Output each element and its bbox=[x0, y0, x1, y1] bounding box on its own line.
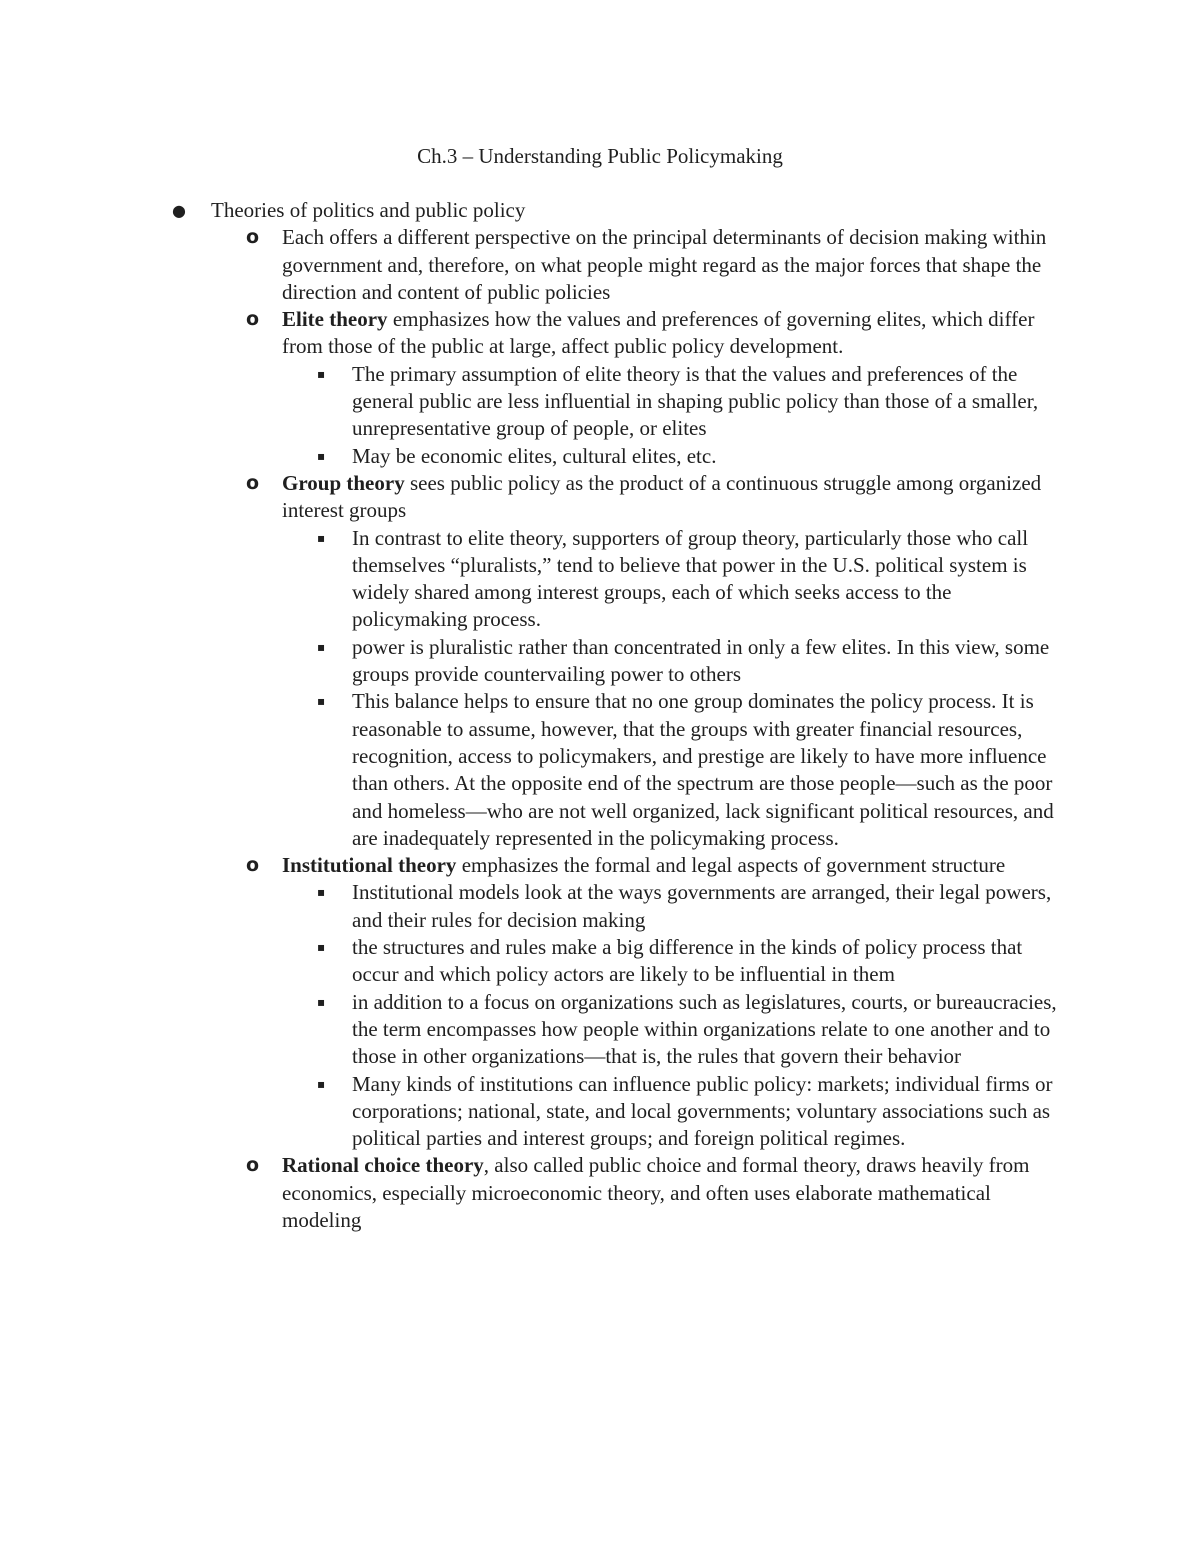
square-bullet-icon: ▪ bbox=[317, 530, 326, 545]
term-elite-theory: Elite theory bbox=[282, 307, 388, 332]
list-item-level3 bbox=[0, 361, 1062, 443]
list-item-text: emphasizes the formal and legal aspects of government structure bbox=[456, 853, 1006, 878]
square-bullet-icon: ▪ bbox=[317, 994, 326, 1009]
list-item-text: power is pluralistic rather than concentrated in only a few elites. In this view, some groups provide countervailing power to others bbox=[352, 634, 1050, 687]
square-bullet-icon: ▪ bbox=[317, 694, 326, 709]
page-title: Ch.3 – Understanding Public Policymaking bbox=[417, 144, 783, 168]
list-item-level2 bbox=[0, 1152, 1062, 1234]
term-institutional-theory: Institutional theory bbox=[282, 853, 457, 878]
list-item-text: The primary assumption of elite theory is that the values and preferences of the general public are less influential in shaping public policy than those of a smaller, unrepresentative group of people, or elites bbox=[352, 361, 1039, 441]
square-bullet-icon: ▪ bbox=[317, 366, 326, 381]
list-item-level2 bbox=[0, 470, 1062, 525]
circle-bullet-icon: o bbox=[246, 308, 260, 331]
term-group-theory: Group theory bbox=[282, 470, 405, 495]
circle-bullet-icon: o bbox=[246, 1154, 260, 1177]
list-item-level3 bbox=[0, 989, 1062, 1071]
list-item-text: This balance helps to ensure that no one group dominates the policy process. It is reasonable to assume, however, that the groups with greater financial resources, recognition, access to policymakers, and prestige are likely to have more influence than others. At the opposite end of the spectrum are those people—such as the poor and homeless—who are not well organized, lack significant political resources, and are inadequately represented in the policymaking process. bbox=[352, 689, 1054, 850]
list-item-text: in addition to a focus on organizations such as legislatures, courts, or bureaucracies, the term encompasses how people within organizations relate to one another and to those in other organizations—that is, the rules that govern their behavior bbox=[352, 989, 1057, 1069]
list-item-text: Theories of politics and public policy bbox=[211, 198, 526, 222]
list-item-level3 bbox=[0, 934, 1062, 989]
list-item-text: emphasizes how the values and preferences of governing elites, which differ from those of the public at large, affect public policy development. bbox=[282, 307, 1035, 359]
list-item-text: May be economic elites, cultural elites, etc. bbox=[352, 443, 717, 468]
list-item-level3 bbox=[0, 634, 1062, 689]
term-rational-choice-theory: Rational choice theory bbox=[282, 1153, 484, 1178]
square-bullet-icon: ▪ bbox=[317, 885, 326, 900]
list-item-level3 bbox=[0, 525, 1062, 634]
list-item-text: the structures and rules make a big difference in the kinds of policy process that occur and which policy actors are likely to be influential in them bbox=[352, 935, 1023, 987]
list-item-text: , also called public choice and formal theory, draws heavily from economics, especially microeconomic theory, and often uses elaborate mathematical modeling bbox=[282, 1153, 1030, 1232]
list-item-text: sees public policy as the product of a continuous struggle among organized interest groups bbox=[282, 470, 1042, 523]
list-item-level1 bbox=[0, 197, 1200, 224]
square-bullet-icon: ▪ bbox=[317, 639, 326, 654]
circle-bullet-icon: o bbox=[246, 854, 260, 877]
outline-list bbox=[0, 197, 1200, 1234]
list-item-text: Institutional models look at the ways governments are arranged, their legal powers, and their rules for decision making bbox=[352, 880, 1052, 932]
list-item-level3 bbox=[0, 1071, 1062, 1153]
list-item-level2 bbox=[0, 224, 1062, 306]
circle-bullet-icon: o bbox=[246, 471, 260, 494]
list-item-level3 bbox=[0, 443, 1062, 470]
list-item-level2 bbox=[0, 306, 1062, 361]
square-bullet-icon: ▪ bbox=[317, 940, 326, 955]
list-item-level3 bbox=[0, 688, 1062, 852]
circle-bullet-icon: o bbox=[246, 226, 260, 249]
list-item-text: In contrast to elite theory, supporters of group theory, particularly those who call themselves “pluralists,” tend to believe that power in the U.S. political system is widely shared among interest groups, each of which seeks access to the policymaking process. bbox=[352, 525, 1029, 632]
list-item-level3 bbox=[0, 879, 1062, 934]
list-item-text: Many kinds of institutions can influence public policy: markets; individual firms or corporations; national, state, and local governments; voluntary associations such as political parties and interest groups; and foreign political regimes. bbox=[352, 1071, 1053, 1151]
disc-bullet-icon: ● bbox=[172, 201, 186, 220]
list-item-text: Each offers a different perspective on the principal determinants of decision making within government and, therefore, on what people might regard as the major forces that shape the direction and content of public policies bbox=[282, 225, 1047, 304]
square-bullet-icon: ▪ bbox=[317, 1076, 326, 1091]
square-bullet-icon: ▪ bbox=[317, 448, 326, 463]
list-item-level2 bbox=[0, 852, 1062, 879]
